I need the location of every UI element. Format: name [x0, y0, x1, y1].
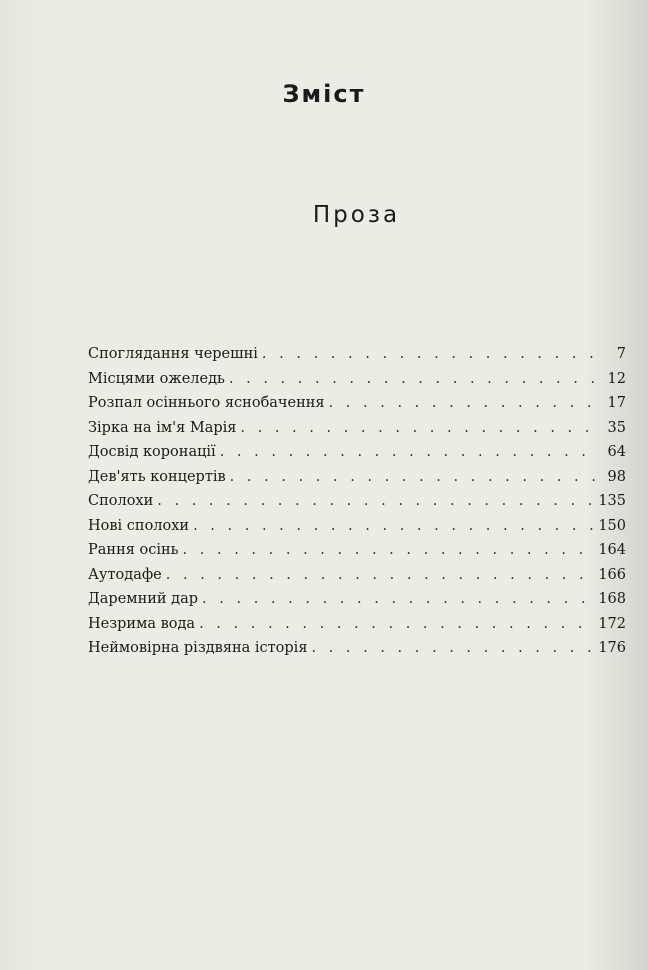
toc-entry — [88, 612, 626, 637]
toc-entry — [88, 367, 626, 392]
page-title: Зміст — [282, 80, 366, 108]
toc-entry-page: 166 — [598, 566, 626, 583]
toc-entry-title: Розпал осіннього яснобачення — [88, 395, 325, 411]
toc-entry-title: Споглядання черешні — [88, 346, 258, 362]
toc-entry-page: 164 — [598, 542, 626, 558]
toc-entry-page: 176 — [598, 640, 626, 656]
toc-entry-title: Зірка на ім'я Марія — [88, 419, 237, 436]
toc-entry-page: 168 — [598, 591, 626, 607]
toc-entry-page: 135 — [598, 493, 626, 509]
toc-entry — [88, 538, 626, 563]
toc-entry-page: 7 — [616, 346, 626, 362]
toc-entry — [88, 416, 626, 441]
toc-entry-title: Дев'ять концертів — [88, 468, 226, 485]
toc-entry-title: Рання осінь — [88, 542, 179, 558]
toc-leader-dots — [329, 391, 600, 416]
toc-entry-title: Досвід коронації — [88, 444, 216, 460]
toc-entry-page: 150 — [598, 517, 626, 534]
toc-entry — [88, 440, 626, 465]
toc-entry-title: Аутодафе — [88, 566, 162, 583]
toc-leader-dots — [183, 538, 595, 563]
toc-entry — [88, 391, 626, 416]
toc-entry-title: Неймовірна різдвяна історія — [88, 640, 308, 656]
toc-entry — [88, 636, 626, 661]
toc-entry — [88, 489, 626, 514]
toc-leader-dots — [202, 587, 594, 612]
toc-leader-dots — [199, 612, 594, 637]
toc-entry-page: 64 — [607, 444, 626, 460]
toc-leader-dots — [157, 489, 594, 514]
table-of-contents — [88, 342, 626, 661]
toc-leader-dots — [311, 636, 594, 661]
toc-leader-dots — [193, 514, 594, 539]
toc-entry-page: 35 — [607, 419, 626, 436]
toc-entry-page: 98 — [607, 468, 626, 485]
toc-entry-page: 172 — [598, 615, 626, 632]
toc-entry — [88, 342, 626, 367]
toc-entry-title: Незрима вода — [88, 615, 196, 632]
toc-leader-dots — [240, 416, 600, 441]
toc-entry-title: Нові сполохи — [88, 517, 190, 534]
toc-entry-title: Місцями ожеледь — [88, 370, 225, 387]
toc-entry-page: 12 — [607, 370, 626, 387]
toc-entry — [88, 465, 626, 490]
toc-leader-dots — [230, 465, 600, 490]
toc-entry-title: Сполохи — [88, 493, 154, 509]
toc-leader-dots — [229, 367, 600, 392]
toc-leader-dots — [262, 342, 600, 367]
toc-leader-dots — [166, 563, 595, 588]
toc-entry — [88, 563, 626, 588]
toc-entry — [88, 514, 626, 539]
toc-leader-dots — [220, 440, 600, 465]
toc-entry-page: 17 — [607, 395, 626, 411]
toc-entry — [88, 587, 626, 612]
toc-entry-title: Даремний дар — [88, 591, 199, 607]
section-title: Проза — [312, 202, 401, 228]
